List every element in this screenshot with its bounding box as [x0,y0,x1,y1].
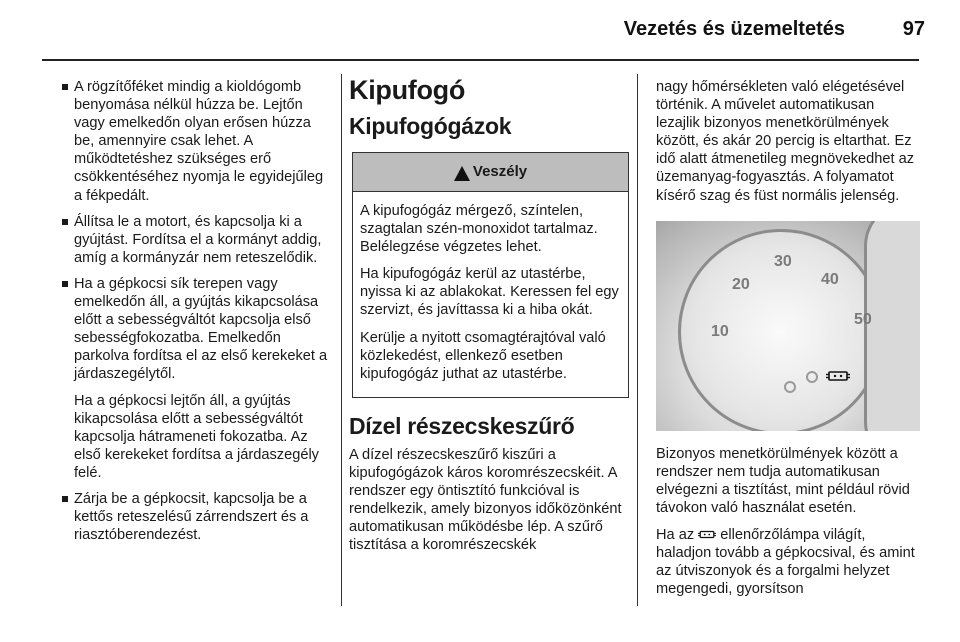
side-gauge [864,221,920,431]
warning-lamp-icon [806,371,818,383]
header-rule [42,59,919,61]
bullet-paragraph: Ha a gépkocsi sík terepen vagy emelkedőn áll, a gyújtás kikapcsolása előtt a sebességváltót kapcsolja első sebességfokozatba. Emelkedőn parkolva fordítsa el az első kerekeket a járdaszegélytől. [74,275,328,383]
diesel-particle-filter-lamp-icon [826,369,850,383]
column-divider-1 [341,74,342,606]
gauge-number: 30 [774,252,792,270]
paragraph-with-icon [656,526,921,598]
danger-header [353,153,628,192]
bullet-item [48,490,333,544]
column-1 [48,78,333,552]
paragraph-text: Ha az [656,527,695,544]
diesel-particle-filter-lamp-icon [698,528,716,541]
bullet-item [48,213,333,267]
danger-title: Veszély [472,162,528,180]
danger-paragraph: Kerülje a nyitott csomagtérajtóval való közlekedést, ellenkező esetben kipufogógáz juthat az utastérbe. [360,329,606,382]
column-2 [349,74,629,554]
paragraph: Bizonyos menetkörülmények között a rendszer nem tudja automatikusan elvégezni a tisztítást, mint például rövid távokon való használat esetén. [656,445,910,516]
paragraph: nagy hőmérsékleten való elégetésével történik. A művelet automatikusan lezajlik bizonyos menetkörülmények között, és akár 20 percig is eltarthat. Ez idő alatt átmenetileg megnövekedhet az üzemanyag-fogyasztás. A folyamatot kísérő szag és füst normális jelenség. [656,79,914,204]
bullet-paragraph: Zárja be a gépkocsit, kapcsolja be a kettős reteszelésű zárrendszert és a riasztóberendezést. [74,490,309,544]
subsection-heading: Kipufogógázok [349,113,512,139]
paragraph-text: ellenőrzőlámpa világít, haladjon tovább a gépkocsival, és amint az útviszonyok és a forgalmi helyzet megengedi, gyorsítson [656,527,915,598]
bullet-item [48,275,333,482]
bullet-paragraph: Ha a gépkocsi lejtőn áll, a gyújtás kikapcsolása előtt a sebességváltót kapcsolja hátrameneti fokozatba. Az első kerekeket fordítsa a járdaszegély felé. [74,392,319,481]
bullet-item [48,78,333,205]
danger-paragraph: Ha kipufogógáz kerül az utastérbe, nyissa ki az ablakokat. Keressen fel egy szervizt, és javíttassa ki a hiba okát. [360,266,619,319]
danger-paragraph: A kipufogógáz mérgező, színtelen, szagtalan szén-monoxidot tartalmaz. Belélegzése végzetes lehet. [360,203,598,256]
instrument-cluster-image [656,221,920,431]
section-heading: Kipufogó [349,75,466,105]
bullet-paragraph: A rögzítőféket mindig a kioldógomb benyomása nélkül húzza be. Lejtőn vagy emelkedőn olyan erősen húzza be, amennyire csak lehet. A működtetéshez szükséges erő csökkentéséhez nyomja le egyidejűleg a fékpedált. [74,79,324,204]
danger-body [353,192,628,397]
column-3 [656,78,921,598]
warning-lamp-icon [784,381,796,393]
subsection-heading-dpf: Dízel részecskeszűrő [349,412,575,439]
page-number: 97 [902,18,925,40]
dpf-text: A dízel részecskeszűrő kiszűri a kipufogógázok káros koromrészecskéit. A rendszer egy öntisztító funkcióval is rendelkezik, amely bizonyos időközönként automatikusan működésbe lép. A szűrő tisztítása a koromrészecskék [349,446,622,554]
warning-triangle-icon [454,166,470,181]
gauge-number: 40 [821,270,839,288]
gauge-number: 10 [711,322,729,340]
page-header-title: Vezetés és üzemeltetés [623,18,845,40]
column-divider-2 [637,74,638,606]
gauge-number: 20 [732,275,750,293]
danger-box [352,152,629,398]
bullet-paragraph: Állítsa le a motort, és kapcsolja ki a gyújtást. Fordítsa el a kormányt addig, amíg a kormányzár nem reteszelődik. [74,213,322,266]
gauge-number: 50 [854,310,872,328]
